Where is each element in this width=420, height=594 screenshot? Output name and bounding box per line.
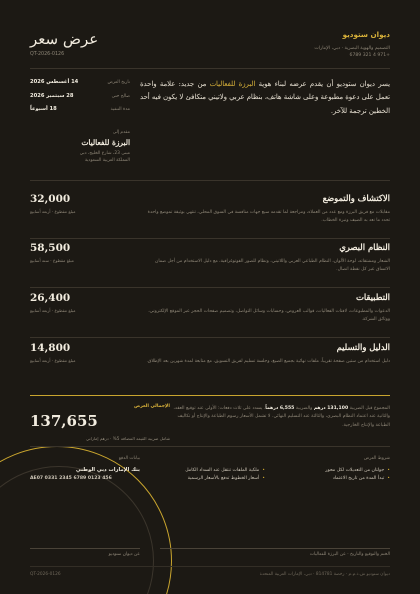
intro-text-end: من جديد: علامة واحدة تعمل على دعوة مطبوعة وعلى شاشة هاتف، بنظام عربي ولاتيني متكافئ لا يكون فيه أحد الخطين ترجمة للآخر.: [140, 80, 390, 115]
intro-text-start: يسر ديوان ستوديو أن يقدم عرضه لبناء هوية: [255, 80, 391, 88]
terms-divider: [30, 446, 390, 447]
terms-grid: [140, 467, 390, 483]
service-title: الدليل والتسليم: [336, 342, 390, 352]
client-label: مقدم إلى: [112, 130, 130, 135]
payment-iban: AE07 0331 2345 6789 0123 456: [30, 476, 112, 481]
subtotal-value: 131,100 درهم: [313, 406, 349, 411]
total-desc-text: والضريبة: [294, 406, 314, 411]
meta-label: صالح حتى: [111, 93, 130, 99]
brand-tagline: التصميم والهوية البصرية · دبي، الإمارات: [314, 46, 390, 51]
payment-bank: بنك الإمارات دبي الوطني: [75, 467, 140, 473]
total-divider: [30, 395, 390, 396]
service-title: الاكتشاف والتموضع: [322, 193, 390, 203]
service-description: الشعار ومشتقاته، لوحة الألوان، النظام الطباعي العربي واللاتيني، ونظام للصور الفوتوغرافية، مع دليل الاستخدام من أجل ضمان الاتساق عبر كل نقطة اتصال.: [155, 259, 390, 272]
total-description: [165, 405, 390, 430]
brand-block: [190, 30, 390, 60]
signature-label-client: الختم والتوقيع والتاريخ · عن البرزة للفعاليات: [309, 552, 390, 557]
client-address-line: المملكة العربية السعودية: [84, 158, 130, 164]
total-desc-text: . يسدد على ثلاث دفعات: الأولى عند توقيع العقد، والثانية عند اعتماد النظام البصري، والثالثة عند التسليم النهائي. لا تشمل الأسعار رسوم الطباعة والإنتاج أو تكاليف الطباعة والإنتاج الخارجية.: [173, 406, 390, 428]
service-description: الدعوات والمطبوعات، لافتات الفعاليات، قوالب العروض، وحسابات وسائل التواصل، وتصميم صفحات الحجز عبر الموقع الإلكتروني، ووثائق الشركة.: [148, 309, 390, 322]
total-block: [30, 404, 170, 441]
service-amount: 58,500: [30, 242, 71, 254]
service-description: دليل استخدام من ستين صفحة تقريباً، ملفات نهائية بجميع الصيغ، وجلسة تسليم لفريق التسويق، مع متابعة لمدة شهرين بعد الإطلاق.: [146, 359, 390, 364]
total-note: شامل ضريبة القيمة المضافة 5% · درهم إماراتي: [86, 436, 170, 441]
header-divider: [30, 68, 390, 69]
footer-reference: QT-2026-0126: [30, 572, 61, 577]
signature-line-studio: [30, 548, 140, 549]
service-amount: 14,800: [30, 342, 71, 354]
footer-divider: [30, 566, 390, 567]
meta-value: 18 أسبوعاً: [30, 106, 57, 112]
meta-row: [30, 79, 130, 93]
document-number: QT-2026-0126: [30, 52, 65, 57]
quote-meta: [30, 79, 130, 120]
meta-row: [30, 106, 130, 120]
signature-label-studio: عن ديوان ستوديو: [108, 552, 140, 557]
meta-label: مدة التنفيذ: [110, 107, 130, 112]
term-text: تبدأ المدة من تاريخ الاعتماد: [332, 476, 385, 482]
intro-client-highlight: البرزة للفعاليات: [209, 80, 256, 88]
term-item: [265, 467, 390, 475]
document-title-block: [30, 30, 98, 57]
client-name: البرزة للفعاليات: [81, 138, 130, 147]
payment-block: [30, 456, 140, 481]
client-address: [30, 150, 130, 164]
total-desc-text: المجموع قبل الضريبة: [348, 406, 390, 411]
service-item: [30, 193, 390, 239]
service-note: مبلغ مقطوع · أربعة أسابيع: [30, 358, 76, 363]
terms-column: [140, 467, 265, 483]
client-address-line: مبنى 23، شارع الخليج، دبي: [79, 151, 130, 156]
service-amount: 26,400: [30, 292, 71, 304]
service-divider: [30, 287, 390, 288]
bullet-icon: •: [387, 468, 390, 473]
meta-row: [30, 93, 130, 107]
term-text: ملكية الملفات تنتقل عند السداد الكامل: [185, 468, 260, 473]
service-divider: [30, 337, 390, 338]
signature-line-client: [160, 548, 390, 549]
bullet-icon: •: [262, 468, 265, 473]
brand-phone: +971 4 321 6789: [349, 53, 390, 59]
service-description: مقابلات مع فريق البرزة ومع عدد من العملاء، ومراجعة لما تقدمه سبع جهات منافسة في السوق المحلي، تنتهي بوثيقة تموضع واحدة تحدد ما نعد به الضيف ونبرة الخطاب.: [147, 210, 390, 223]
client-block: [30, 130, 130, 164]
service-note: مبلغ مقطوع · أربعة أسابيع: [30, 308, 76, 313]
meta-label: تاريخ العرض: [107, 80, 130, 85]
total-label: الإجمالي العرض: [133, 404, 170, 409]
term-text: جولتان من التعديلات لكل محور: [325, 468, 385, 473]
vat-value: 6,555 درهماً: [265, 406, 295, 411]
service-title: التطبيقات: [355, 292, 390, 302]
service-item: [30, 242, 390, 288]
services-divider: [30, 180, 390, 181]
service-item: [30, 342, 390, 388]
service-note: مبلغ مقطوع · ستة أسابيع: [30, 258, 74, 263]
term-item: [140, 475, 265, 483]
document-title: عرض سعر: [30, 30, 99, 48]
bullet-icon: •: [262, 476, 265, 482]
total-amount: 137,655: [30, 412, 98, 430]
meta-value: 28 سبتمبر 2026: [30, 92, 74, 99]
intro-paragraph: [140, 78, 390, 118]
bullet-icon: •: [387, 476, 390, 482]
terms-block: [140, 456, 390, 483]
service-amount: 32,000: [30, 193, 71, 205]
service-item: [30, 292, 390, 338]
terms-column: [265, 467, 390, 483]
term-item: [265, 475, 390, 483]
payment-label: بيانات الدفع: [118, 456, 140, 461]
service-divider: [30, 238, 390, 239]
brand-name: ديوان ستوديو: [342, 30, 390, 39]
term-item: [140, 467, 265, 475]
footer-legal: ديوان ستوديو ش.ذ.م.م · رخصة 814781 · دبي، الإمارات العربية المتحدة: [259, 572, 390, 577]
meta-value: 14 أغسطس 2026: [30, 79, 79, 85]
service-note: مبلغ مقطوع · أربعة أسابيع: [30, 209, 76, 214]
service-title: النظام البصري: [339, 242, 390, 252]
term-text: أسعار الخطوط تدفع بالأسعار الرسمية: [187, 476, 260, 482]
terms-label: شروط العرض: [363, 456, 390, 461]
